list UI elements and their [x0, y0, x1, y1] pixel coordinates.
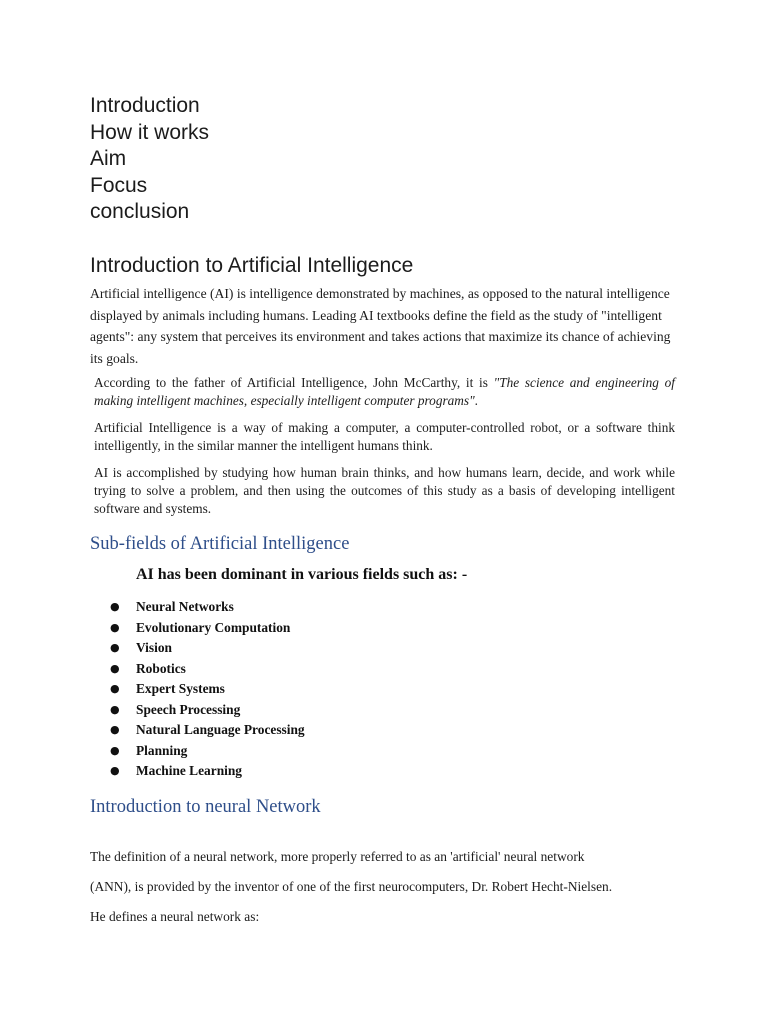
mccarthy-lead: According to the father of Artificial Intelligence, John McCarthy, it is — [94, 375, 494, 390]
list-item: ● Vision — [110, 638, 305, 659]
list-item: ● Expert Systems — [110, 679, 305, 700]
toc-item-how-it-works: How it works — [90, 120, 210, 144]
bullet-icon: ● — [110, 682, 120, 695]
neural-line-2: (ANN), is provided by the inventor of one of the first neurocomputers, Dr. Robert Hecht-Nielsen. — [90, 879, 613, 894]
list-item: ● Robotics — [110, 659, 305, 680]
bullet-icon: ● — [110, 702, 120, 716]
subfields-heading: Sub-fields of Artificial Intelligence — [90, 534, 350, 554]
mccarthy-paragraph — [94, 374, 675, 410]
toc-item-focus: Focus — [90, 173, 148, 197]
toc-item-introduction: Introduction — [90, 94, 200, 117]
list-item: ● Speech Processing — [110, 700, 305, 721]
neural-line-3: He defines a neural network as: — [90, 909, 260, 924]
bullet-icon: ● — [110, 764, 120, 777]
list-item: ● Neural Networks — [110, 597, 305, 618]
mccarthy-end: . — [474, 393, 478, 409]
ai-definition-paragraph: Artificial Intelligence is a way of making a computer, a computer-controlled robot, or a software think intelligently, in the similar manner the intelligent humans think. — [94, 420, 675, 454]
subfields-lead: AI has been dominant in various fields such as: - — [136, 566, 468, 583]
bullet-icon: ● — [110, 723, 120, 736]
intro-heading: Introduction to Artificial Intelligence — [90, 254, 414, 277]
table-of-contents — [90, 93, 209, 226]
list-item: ● Natural Language Processing — [110, 720, 305, 741]
toc-item-conclusion: conclusion — [90, 200, 190, 224]
list-item: ● Evolutionary Computation — [110, 618, 305, 639]
intro-paragraph: Artificial intelligence (AI) is intelligence demonstrated by machines, as opposed to the natural intelligence displayed by animals including humans. Leading AI textbooks define the field as the study of "intelligent agents": any system that perceives its environment and takes actions that maximize its chance of achieving its goals. — [90, 286, 671, 367]
mccarthy-quote: "The science and engineering of making intelligent machines, especially intelligent computer programs" — [94, 375, 675, 409]
toc-item-aim: Aim — [90, 147, 127, 171]
neural-line-1: The definition of a neural network, more properly referred to as an 'artificial' neural network — [90, 849, 585, 864]
neural-heading: Introduction to neural Network — [90, 797, 321, 817]
bullet-icon: ● — [110, 661, 120, 675]
ai-accomplished-paragraph: AI is accomplished by studying how human brain thinks, and how humans learn, decide, and work while trying to solve a problem, and then using the outcomes of this study as a basis of developing intelligent software and systems. — [94, 465, 675, 517]
bullet-icon: ● — [110, 641, 120, 654]
bullet-icon: ● — [110, 620, 120, 634]
list-item: ● Planning — [110, 741, 305, 762]
subfields-list — [110, 597, 305, 782]
bullet-icon: ● — [110, 600, 120, 613]
bullet-icon: ● — [110, 743, 120, 757]
list-item: ● Machine Learning — [110, 761, 305, 782]
